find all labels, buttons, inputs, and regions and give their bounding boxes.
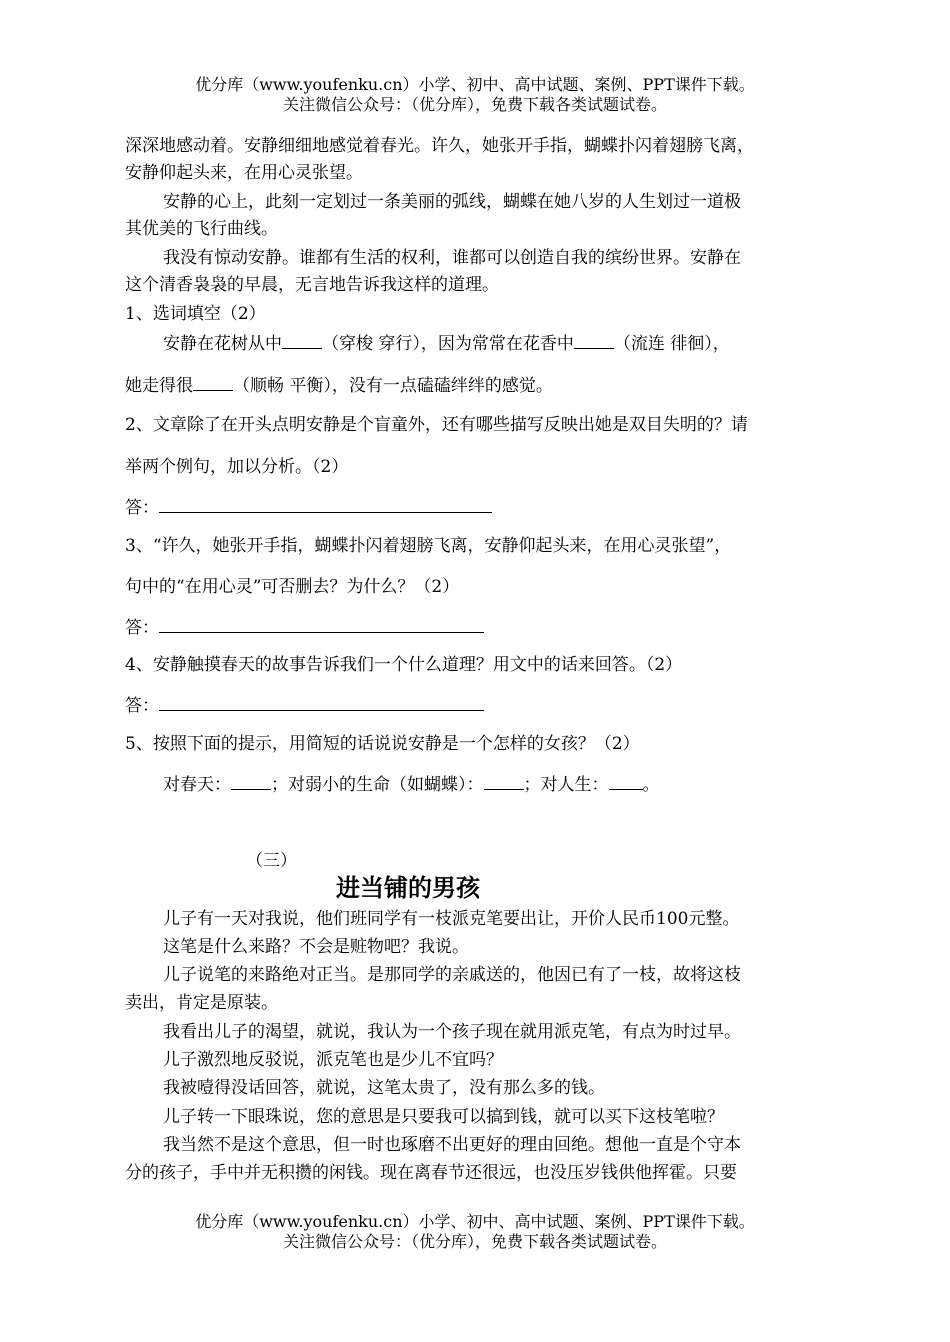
q1-blank-3[interactable] bbox=[193, 372, 233, 391]
q2-answer bbox=[125, 494, 492, 521]
q1-title: 1、选词填空（2） bbox=[125, 304, 266, 324]
section3-line: 儿子说笔的来路绝对正当。是那同学的亲戚送的，他因已有了一枝，故将这枝 bbox=[163, 965, 741, 985]
header-line-2: 关注微信公众号：（优分库），免费下载各类试题试卷。 bbox=[282, 95, 667, 114]
q2-answer-line[interactable] bbox=[159, 494, 492, 513]
section3-label: （三） bbox=[246, 851, 297, 871]
passage1-p2-line1: 安静的心上，此刻一定划过一条美丽的弧线，蝴蝶在她八岁的人生划过一道极 bbox=[163, 192, 741, 212]
q1-line2 bbox=[125, 372, 553, 399]
q4-answer-label: 答： bbox=[125, 696, 159, 716]
q1-line1-text-b: （穿梭 穿行），因为常常在花香中 bbox=[322, 334, 574, 354]
passage1-p1-line1: 深深地感动着。安静细细地感觉着春光。许久，她张开手指，蝴蝶扑闪着翅膀飞离， bbox=[125, 136, 754, 156]
q5-line1: 5、按照下面的提示，用简短的话说说安静是一个怎样的女孩？（2） bbox=[125, 734, 640, 754]
q5-text-d: 。 bbox=[642, 775, 660, 795]
header-line-1: 优分库（www.youfenku.cn）小学、初中、高中试题、案例、PPT课件下载。 bbox=[195, 75, 755, 94]
q1-line1-text-c: （流连 徘徊）， bbox=[613, 334, 730, 354]
q5-prompts bbox=[163, 771, 660, 798]
section3-line: 儿子激烈地反驳说，派克笔也是少儿不宜吗？ bbox=[163, 1050, 503, 1070]
q3-answer-label: 答： bbox=[125, 618, 159, 638]
section3-title: 进当铺的男孩 bbox=[336, 874, 480, 902]
q1-blank-1[interactable] bbox=[282, 330, 322, 349]
q4-answer-line[interactable] bbox=[159, 692, 484, 711]
passage1-p3-line1: 我没有惊动安静。谁都有生活的权利，谁都可以创造自我的缤纷世界。安静在 bbox=[163, 248, 741, 268]
q3-answer bbox=[125, 614, 484, 641]
q3-line2: 句中的“在用心灵”可否删去？为什么？（2） bbox=[125, 577, 460, 597]
q5-blank-weak-life[interactable] bbox=[484, 771, 524, 790]
q2-line1: 2、文章除了在开头点明安静是个盲童外，还有哪些描写反映出她是双目失明的？请 bbox=[125, 415, 748, 435]
q4-line1: 4、安静触摸春天的故事告诉我们一个什么道理？用文中的话来回答。（2） bbox=[125, 655, 683, 675]
q2-line2: 举两个例句，加以分析。（2） bbox=[125, 457, 349, 477]
page-header bbox=[0, 75, 950, 115]
section3-line: 这笔是什么来路？不会是赃物吧？我说。 bbox=[163, 937, 469, 957]
page-footer bbox=[0, 1212, 950, 1252]
footer-line-2: 关注微信公众号：（优分库），免费下载各类试题试卷。 bbox=[282, 1232, 667, 1251]
q5-text-c: ；对人生： bbox=[523, 775, 609, 795]
q1-line2-text-a: 她走得很 bbox=[125, 376, 193, 396]
q1-line2-text-b: （顺畅 平衡），没有一点磕磕绊绊的感觉。 bbox=[233, 376, 553, 396]
q5-blank-spring[interactable] bbox=[231, 771, 271, 790]
passage1-p3-line2: 这个清香袅袅的早晨，无言地告诉我这样的道理。 bbox=[125, 275, 499, 295]
passage1-p2-line2: 其优美的飞行曲线。 bbox=[125, 219, 278, 239]
q1-blank-2[interactable] bbox=[574, 330, 614, 349]
section3-line: 儿子转一下眼珠说，您的意思是只要我可以搞到钱，就可以买下这枝笔啦？ bbox=[163, 1107, 724, 1127]
section3-line: 我当然不是这个意思，但一时也琢磨不出更好的理由回绝。想他一直是个守本 bbox=[163, 1135, 741, 1155]
section3-line: 分的孩子，手中并无积攒的闲钱。现在离春节还很远，也没压岁钱供他挥霍。只要 bbox=[125, 1163, 737, 1183]
q4-answer bbox=[125, 692, 484, 719]
section3-line: 我被噎得没话回答，就说，这笔太贵了，没有那么多的钱。 bbox=[163, 1078, 605, 1098]
footer-line-1: 优分库（www.youfenku.cn）小学、初中、高中试题、案例、PPT课件下载。 bbox=[195, 1212, 755, 1231]
passage1-p1-line2: 安静仰起头来，在用心灵张望。 bbox=[125, 163, 363, 183]
q5-text-b: ；对弱小的生命（如蝴蝶）： bbox=[271, 775, 484, 795]
q1-line1 bbox=[163, 330, 730, 357]
q5-blank-life[interactable] bbox=[609, 771, 643, 790]
q2-answer-label: 答： bbox=[125, 498, 159, 518]
section3-line: 卖出，肯定是原装。 bbox=[125, 993, 278, 1013]
q3-answer-line[interactable] bbox=[159, 614, 484, 633]
q5-text-a: 对春天： bbox=[163, 775, 231, 795]
section3-line: 儿子有一天对我说，他们班同学有一枝派克笔要出让，开价人民币100元整。 bbox=[163, 909, 740, 929]
q3-line1: 3、“许久，她张开手指，蝴蝶扑闪着翅膀飞离，安静仰起头来，在用心灵张望”， bbox=[125, 536, 732, 556]
q1-line1-text-a: 安静在花树从中 bbox=[163, 334, 282, 354]
section3-line: 我看出儿子的渴望，就说，我认为一个孩子现在就用派克笔，有点为时过早。 bbox=[163, 1022, 741, 1042]
